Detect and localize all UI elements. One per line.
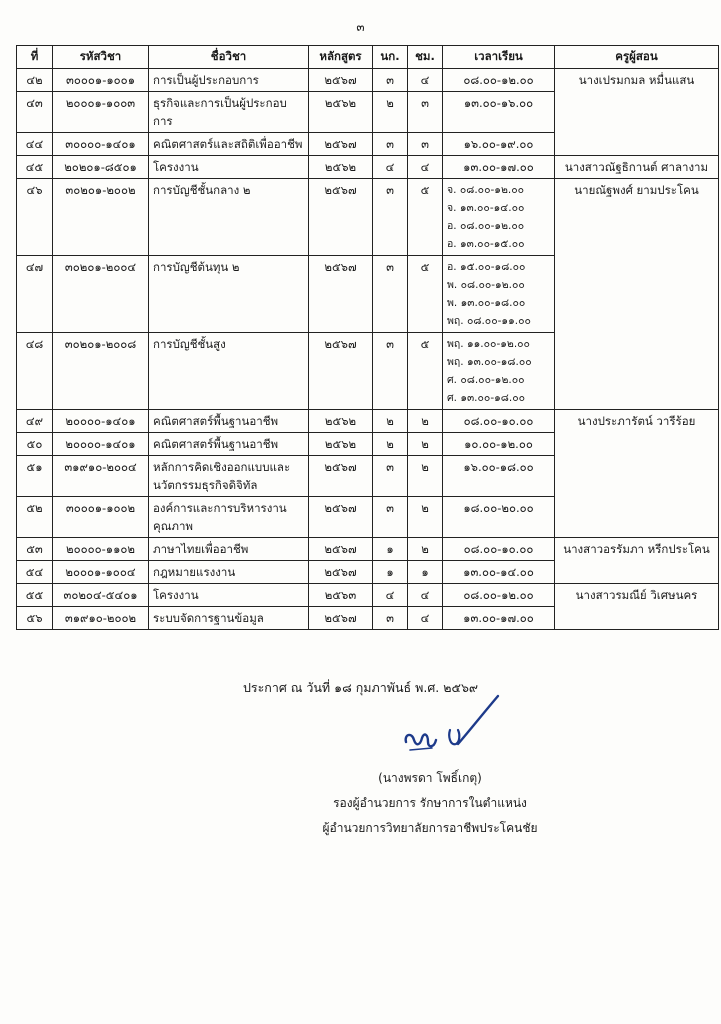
time-slot: ๐๘.๐๐-๑๐.๐๐ [463, 414, 534, 428]
page-number: ๓ [356, 20, 365, 34]
row-code: ๒๐๐๐๐-๑๔๐๑ [53, 433, 149, 456]
row-no: ๕๕ [17, 584, 53, 607]
row-hours: ๔ [408, 607, 443, 630]
teacher-name: นางเปรมกมล หมื่นแสน [555, 69, 719, 156]
row-no: ๕๑ [17, 456, 53, 497]
row-curriculum: ๒๕๖๗ [309, 497, 373, 538]
row-students: ๓ [373, 69, 408, 92]
teacher-name: นางสาวรมณีย์ วิเศษนคร [555, 584, 719, 630]
row-name: โครงงาน [149, 584, 309, 607]
time-slot: ๐๘.๐๐-๑๒.๐๐ [463, 73, 534, 87]
row-curriculum: ๒๕๖๗ [309, 179, 373, 256]
signatory-position-1: รองผู้อำนวยการ รักษาการในตำแหน่ง [333, 796, 527, 810]
row-students: ๓ [373, 133, 408, 156]
row-time [443, 607, 555, 630]
row-time [443, 92, 555, 133]
row-curriculum: ๒๕๖๒ [309, 410, 373, 433]
row-no: ๕๐ [17, 433, 53, 456]
time-slot: ๑๖.๐๐-๑๙.๐๐ [463, 137, 534, 151]
row-code: ๒๐๐๐๐-๑๑๐๒ [53, 538, 149, 561]
signature-image [398, 690, 508, 766]
row-no: ๕๒ [17, 497, 53, 538]
header-hours: ชม. [408, 46, 443, 69]
row-no: ๔๓ [17, 92, 53, 133]
row-hours: ๓ [408, 133, 443, 156]
row-code: ๓๐๐๐๐-๑๔๐๑ [53, 133, 149, 156]
row-no: ๔๘ [17, 333, 53, 410]
table-row [17, 179, 719, 256]
row-code: ๒๐๐๐๑-๑๐๐๔ [53, 561, 149, 584]
row-name: องค์การและการบริหารงานคุณภาพ [149, 497, 309, 538]
row-curriculum: ๒๕๖๗ [309, 333, 373, 410]
time-slot: อ. ๑๕.๐๐-๑๘.๐๐ [447, 261, 526, 273]
row-hours: ๑ [408, 561, 443, 584]
header-name: ชื่อวิชา [149, 46, 309, 69]
row-no: ๔๒ [17, 69, 53, 92]
row-name: การเป็นผู้ประกอบการ [149, 69, 309, 92]
row-curriculum: ๒๕๖๗ [309, 561, 373, 584]
row-name: ธุรกิจและการเป็นผู้ประกอบการ [149, 92, 309, 133]
row-name: ระบบจัดการฐานข้อมูล [149, 607, 309, 630]
time-slot: จ. ๐๘.๐๐-๑๒.๐๐ [447, 184, 525, 196]
row-no: ๔๕ [17, 156, 53, 179]
time-slot: พ. ๑๓.๐๐-๑๘.๐๐ [447, 297, 526, 309]
header-teacher: ครูผู้สอน [555, 46, 719, 69]
row-students: ๓ [373, 256, 408, 333]
signature-block [290, 766, 570, 841]
row-curriculum: ๒๕๖๗ [309, 256, 373, 333]
row-hours: ๒ [408, 433, 443, 456]
row-time [443, 456, 555, 497]
row-students: ๒ [373, 92, 408, 133]
time-slot: ๐๘.๐๐-๑๒.๐๐ [463, 588, 534, 602]
time-slot: พฤ. ๑๑.๐๐-๑๒.๐๐ [447, 338, 530, 350]
row-time [443, 69, 555, 92]
row-curriculum: ๒๕๖๗ [309, 69, 373, 92]
signatory-name: (นางพรดา โพธิ์เกตุ) [378, 771, 482, 785]
row-hours: ๕ [408, 256, 443, 333]
row-no: ๔๖ [17, 179, 53, 256]
row-students: ๓ [373, 456, 408, 497]
row-code: ๒๐๐๐๐-๑๔๐๑ [53, 410, 149, 433]
row-name: ภาษาไทยเพื่ออาชีพ [149, 538, 309, 561]
row-curriculum: ๒๕๖๗ [309, 538, 373, 561]
row-name: โครงงาน [149, 156, 309, 179]
signatory-position-2: ผู้อำนวยการวิทยาลัยการอาชีพประโคนชัย [322, 821, 538, 835]
row-hours: ๕ [408, 179, 443, 256]
row-curriculum: ๒๕๖๒ [309, 156, 373, 179]
header-curriculum: หลักสูตร [309, 46, 373, 69]
header-time: เวลาเรียน [443, 46, 555, 69]
time-slot: ๑๘.๐๐-๒๐.๐๐ [463, 501, 534, 515]
time-slot: จ. ๑๓.๐๐-๑๔.๐๐ [447, 202, 525, 214]
row-time [443, 538, 555, 561]
row-name: คณิตศาสตร์และสถิติเพื่ออาชีพ [149, 133, 309, 156]
time-slot: พฤ. ๐๘.๐๐-๑๑.๐๐ [447, 315, 531, 327]
row-time [443, 584, 555, 607]
teacher-name: นางสาวณัฐธิกานต์ ศาลางาม [555, 156, 719, 179]
row-hours: ๕ [408, 333, 443, 410]
time-slot: ๑๐.๐๐-๑๒.๐๐ [464, 437, 533, 451]
row-time [443, 410, 555, 433]
table-row [17, 69, 719, 92]
row-code: ๓๐๒๐๑-๒๐๐๔ [53, 256, 149, 333]
schedule-table [16, 45, 719, 630]
time-slot: ๑๓.๐๐-๑๔.๐๐ [463, 565, 534, 579]
row-code: ๓๐๒๐๑-๒๐๐๘ [53, 333, 149, 410]
time-slot: พ. ๐๘.๐๐-๑๒.๐๐ [447, 279, 525, 291]
teacher-name: นายณัฐพงศ์ ยามประโคน [555, 179, 719, 410]
row-code: ๓๐๒๐๔-๕๔๐๑ [53, 584, 149, 607]
row-students: ๓ [373, 497, 408, 538]
table-row [17, 410, 719, 433]
row-students: ๒ [373, 410, 408, 433]
time-slot: ๑๖.๐๐-๑๘.๐๐ [463, 460, 534, 474]
row-curriculum: ๒๕๖๗ [309, 456, 373, 497]
row-time [443, 561, 555, 584]
time-slot: ๐๘.๐๐-๑๐.๐๐ [463, 542, 534, 556]
row-students: ๑ [373, 561, 408, 584]
header-no: ที่ [17, 46, 53, 69]
time-slot: ๑๓.๐๐-๑๗.๐๐ [463, 611, 534, 625]
row-no: ๔๔ [17, 133, 53, 156]
row-name: การบัญชีชั้นกลาง ๒ [149, 179, 309, 256]
row-hours: ๓ [408, 92, 443, 133]
table-row [17, 538, 719, 561]
row-time [443, 133, 555, 156]
table-row [17, 156, 719, 179]
row-students: ๔ [373, 156, 408, 179]
row-hours: ๒ [408, 497, 443, 538]
row-time [443, 333, 555, 410]
row-code: ๓๑๙๑๐-๒๐๐๒ [53, 607, 149, 630]
row-code: ๓๑๙๑๐-๒๐๐๔ [53, 456, 149, 497]
teacher-name: นางสาวอรรัมภา หรีกประโคน [555, 538, 719, 584]
row-students: ๓ [373, 179, 408, 256]
header-students: นก. [373, 46, 408, 69]
row-time [443, 256, 555, 333]
time-slot: อ. ๑๓.๐๐-๑๕.๐๐ [447, 238, 525, 250]
header-code: รหัสวิชา [53, 46, 149, 69]
row-students: ๓ [373, 607, 408, 630]
time-slot: ๑๓.๐๐-๑๖.๐๐ [463, 96, 534, 110]
row-curriculum: ๒๕๖๗ [309, 133, 373, 156]
row-code: ๓๐๐๐๑-๑๐๐๑ [53, 69, 149, 92]
row-code: ๒๐๐๐๑-๑๐๐๓ [53, 92, 149, 133]
row-code: ๓๐๐๐๑-๑๐๐๒ [53, 497, 149, 538]
row-hours: ๔ [408, 69, 443, 92]
row-name: การบัญชีชั้นสูง [149, 333, 309, 410]
row-name: คณิตศาสตร์พื้นฐานอาชีพ [149, 410, 309, 433]
row-time [443, 179, 555, 256]
time-slot: พฤ. ๑๓.๐๐-๑๘.๐๐ [447, 356, 532, 368]
row-hours: ๔ [408, 156, 443, 179]
row-curriculum: ๒๕๖๓ [309, 584, 373, 607]
row-no: ๕๔ [17, 561, 53, 584]
time-slot: ศ. ๑๓.๐๐-๑๘.๐๐ [447, 392, 526, 404]
row-time [443, 497, 555, 538]
table-row [17, 584, 719, 607]
row-curriculum: ๒๕๖๗ [309, 607, 373, 630]
row-hours: ๒ [408, 456, 443, 497]
row-students: ๔ [373, 584, 408, 607]
announcement-date: ประกาศ ณ วันที่ ๑๘ กุมภาพันธ์ พ.ศ. ๒๕๖๙ [242, 680, 479, 695]
row-curriculum: ๒๕๖๒ [309, 433, 373, 456]
teacher-name: นางประภารัตน์ วารีร้อย [555, 410, 719, 538]
row-name: คณิตศาสตร์พื้นฐานอาชีพ [149, 433, 309, 456]
time-slot: ๑๓.๐๐-๑๗.๐๐ [463, 160, 534, 174]
row-time [443, 156, 555, 179]
row-name: การบัญชีต้นทุน ๒ [149, 256, 309, 333]
row-no: ๕๖ [17, 607, 53, 630]
time-slot: อ. ๐๘.๐๐-๑๒.๐๐ [447, 220, 525, 232]
time-slot: ศ. ๐๘.๐๐-๑๒.๐๐ [447, 374, 525, 386]
table-header-row [17, 46, 719, 69]
row-students: ๑ [373, 538, 408, 561]
row-hours: ๒ [408, 538, 443, 561]
row-hours: ๒ [408, 410, 443, 433]
row-no: ๔๙ [17, 410, 53, 433]
row-students: ๓ [373, 333, 408, 410]
row-hours: ๔ [408, 584, 443, 607]
row-code: ๓๐๒๐๑-๒๐๐๒ [53, 179, 149, 256]
row-time [443, 433, 555, 456]
row-students: ๒ [373, 433, 408, 456]
row-curriculum: ๒๕๖๒ [309, 92, 373, 133]
row-no: ๔๗ [17, 256, 53, 333]
row-no: ๕๓ [17, 538, 53, 561]
row-name: กฎหมายแรงงาน [149, 561, 309, 584]
row-name: หลักการคิดเชิงออกแบบและนวัตกรรมธุรกิจดิจิทัล [149, 456, 309, 497]
row-code: ๒๐๒๐๑-๘๕๐๑ [53, 156, 149, 179]
